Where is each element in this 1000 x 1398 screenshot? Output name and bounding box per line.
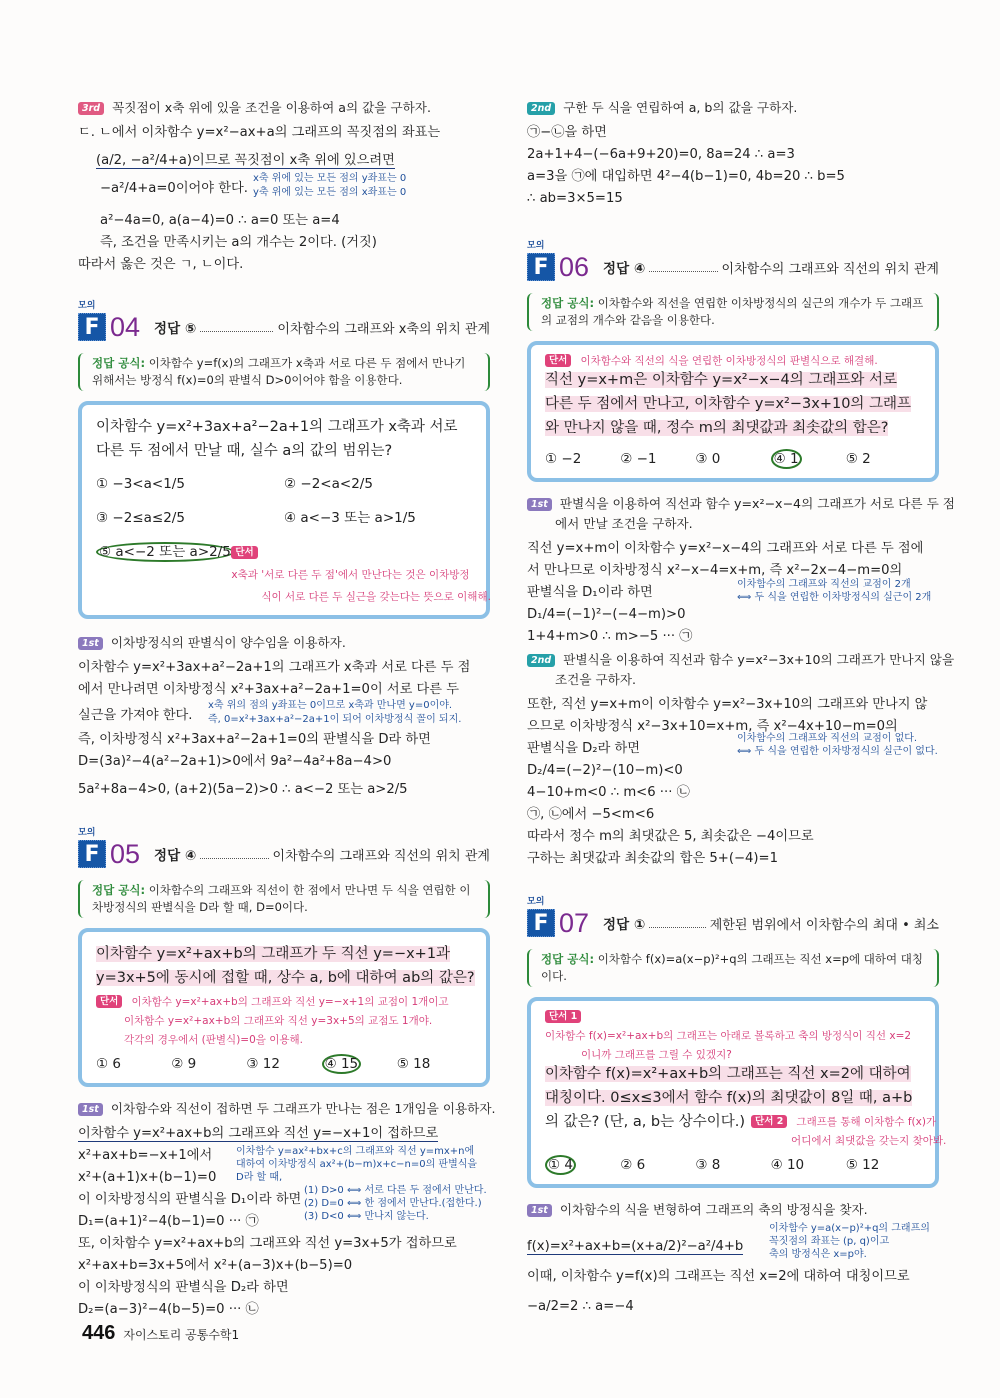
solution-line: D₂/4=(−2)²−(10−m)<0 [527, 763, 683, 778]
answer-label: 정답 ① [603, 917, 646, 933]
solution-line: 서 만나므로 이차방정식 x²−x−4=x+m, 즉 x²−2x−4−m=0의 [527, 563, 903, 578]
step-heading: 2nd 구한 두 식을 연립하여 a, b의 값을 구하자. [527, 98, 939, 118]
solution-line: 이 이차방정식의 판별식을 D₁이라 하면 [78, 1192, 302, 1207]
solution-line: 판별식을 D₂라 하면 [527, 741, 640, 756]
choice-2[interactable]: ② 6 [620, 1157, 646, 1173]
problem-topic: 이차함수의 그래프와 직선의 위치 관계 [721, 261, 939, 277]
solution-line: 따라서 옳은 것은 ㄱ, ㄴ이다. [78, 257, 244, 272]
answer-label: 정답 ⑤ [154, 321, 197, 337]
leader-dots [200, 322, 273, 332]
correct-mark-icon: ④ 15 [322, 1054, 362, 1074]
mock-tag: 모의 [527, 241, 545, 251]
choice-1[interactable]: ① −3<a<1/5 [96, 476, 185, 492]
side-note: x축 위에 있는 모든 점의 y좌표는 0 [253, 173, 407, 184]
solution-line: 실근을 가져야 한다. [78, 708, 193, 723]
problem-number: 04 [110, 311, 141, 342]
step-heading: 2nd 판별식을 이용하여 직선과 함수 y=x²−3x+10의 그래프가 만나지 않을 조건을 구하자. [527, 650, 939, 690]
answer-formula: 정답 공식: 이차함수의 그래프와 직선이 한 점에서 만나면 두 식을 연립한 이차방정식의 판별식을 D라 할 때, D=0이다. [78, 880, 490, 918]
leader-dots [200, 849, 268, 859]
hint-2: 단서 2 그래프를 통해 이차함수 f(x)가 어디에서 최댓값을 갖는지 찾아봐. [751, 1110, 946, 1148]
problem-number: 06 [559, 251, 590, 282]
problem-header [527, 251, 939, 283]
side-note: 이차함수의 그래프와 직선의 교점이 없다. ⟺ 두 식을 연립한 이차방정식의 실근이 없다. [737, 733, 938, 757]
choice-4[interactable]: ④ 10 [770, 1157, 805, 1173]
solution-line: D=(3a)²−4(a²−2a+1)>0에서 9a²−4a²+8a−4>0 [78, 754, 392, 769]
solution-line: a=3을 ㉠에 대입하면 4²−4(b−1)=0, 4b=20 ∴ b=5 [527, 169, 845, 184]
problem-number: 05 [110, 838, 141, 869]
choice-5[interactable]: ⑤ 18 [396, 1056, 431, 1072]
question-line: 직선 y=x+m은 이차함수 y=x²−x−4의 그래프와 서로 [545, 372, 897, 388]
choice-5[interactable]: ⑤ 2 [845, 451, 871, 467]
hint: 단서 이차함수와 직선의 식을 연립한 이차방정식의 판별식으로 해결해. [545, 349, 921, 368]
choice-4-correct[interactable] [322, 1053, 397, 1075]
choice-1[interactable]: ① −2 [545, 451, 582, 467]
choice-4[interactable]: ④ a<−3 또는 a>1/5 [284, 510, 416, 526]
solution-line: x²+(a+1)x+(b−1)=0 [78, 1170, 217, 1185]
choices [545, 1154, 921, 1176]
solution-line: 1+4+m>0 ∴ m>−5 ··· ㉠ [527, 629, 693, 644]
problem-header [78, 311, 490, 343]
leader-dots [649, 918, 705, 928]
question-line: 대칭이다. 0≤x≤3에서 함수 f(x)의 최댓값이 8일 때, a+b [545, 1090, 913, 1106]
side-note: x축 위의 점의 y좌표는 0이므로 x축과 만나면 y=0이야. [208, 700, 453, 711]
hint-1: 단서 1 이차함수 f(x)=x²+ax+b의 그래프는 아래로 볼록하고 축의 방정식이 직선 x=2 이니까 그래프를 그릴 수 있겠지? [545, 1011, 912, 1061]
solution-line: 구하는 최댓값과 최솟값의 합은 5+(−4)=1 [527, 851, 778, 866]
leader-dots [649, 262, 717, 272]
problem-topic: 제한된 범위에서 이차함수의 최대 • 최소 [709, 917, 939, 933]
question-line: 이차함수 y=x²+3ax+a²−2a+1의 그래프가 x축과 서로 [96, 419, 458, 435]
solution-line: 이 이차방정식의 판별식을 D₂라 하면 [78, 1280, 289, 1295]
solution-line: x²+ax+b=3x+5에서 x²+(a−3)x+(b−5)=0 [78, 1258, 353, 1273]
choice-3[interactable]: ③ 12 [246, 1056, 280, 1072]
hint: 단서 이차함수 y=x²+ax+b의 그래프와 직선 y=−x+1의 교점이 1개이고 이차함수 y=x²+ax+b의 그래프와 직선 y=3x+5의 교점도 1개야. 각각의 경우에서 (판별식)=0을 이용해. [96, 990, 472, 1047]
choice-3[interactable]: ③ 0 [695, 451, 721, 467]
choice-1-correct[interactable] [545, 1154, 620, 1176]
mock-tag: 모의 [78, 828, 96, 838]
question-line: 다른 두 점에서 만날 때, 실수 a의 값의 범위는? [96, 443, 393, 459]
question-box [527, 997, 947, 1188]
question-box [78, 928, 490, 1087]
choices [545, 448, 921, 470]
solution-line: 에서 만나려면 이차방정식 x²+3ax+a²−2a+1=0이 서로 다른 두 [78, 682, 459, 697]
solution-line: D₂=(a−3)²−4(b−5)=0 ··· ㉡ [78, 1302, 259, 1317]
side-note: y축 위에 있는 모든 점의 x좌표는 0 [253, 187, 407, 198]
solution-line: D₁/4=(−1)²−(−4−m)>0 [527, 607, 686, 622]
page-number: 446 [82, 1322, 116, 1344]
answer-formula: 정답 공식: 이차함수와 직선을 연립한 이차방정식의 실근의 개수가 두 그래프의 교점의 개수와 같음을 이용한다. [527, 293, 939, 331]
solution-line: 이차함수 y=x²+ax+b의 그래프와 직선 y=−x+1이 접하므로 [78, 1126, 439, 1141]
problem-topic: 이차함수의 그래프와 직선의 위치 관계 [272, 848, 490, 864]
solution-line: D₁=(a+1)²−4(b−1)=0 ··· ㉠ [78, 1214, 259, 1229]
question-line: 이차함수 f(x)=x²+ax+b의 그래프는 직선 x=2에 대하여 [545, 1066, 911, 1082]
step-heading: 1st 이차함수와 직선이 접하면 두 그래프가 만나는 점은 1개임을 이용하자. [78, 1099, 490, 1119]
solution-line: 2a+1+4−(−6a+9+20)=0, 8a=24 ∴ a=3 [527, 147, 795, 162]
f-label-box: F [78, 840, 106, 868]
step-heading: 1st 판별식을 이용하여 직선과 함수 y=x²−x−4의 그래프가 서로 다른 두 점 에서 만날 조건을 구하자. [527, 494, 939, 534]
f-label-box: F [78, 313, 106, 341]
step-badge: 3rd [78, 102, 104, 115]
problem-header [527, 907, 939, 939]
question-box [527, 341, 939, 482]
choices [96, 473, 491, 607]
solution-line: ㄷ. ㄴ에서 이차함수 y=x²−ax+a의 그래프의 꼭짓점의 좌표는 [78, 125, 441, 140]
hint-badge: 단서 [231, 546, 257, 559]
question-line: 의 값은? (단, a, b는 상수이다.) [545, 1114, 746, 1130]
question-line: y=3x+5에 동시에 접할 때, 상수 a, b에 대하여 ab의 값은? [96, 970, 475, 986]
step-heading: 1st 이차함수의 식을 변형하여 그래프의 축의 방정식을 찾자. [527, 1200, 939, 1220]
solution-line: 직선 y=x+m이 이차함수 y=x²−x−4의 그래프와 서로 다른 두 점에 [527, 541, 924, 556]
step-heading: 1st 이차방정식의 판별식이 양수임을 이용하자. [78, 633, 490, 653]
solution-line: −a²/4+a=0이어야 한다. [100, 181, 248, 196]
solution-line: ㉠−㉡을 하면 [527, 125, 607, 140]
question-line: 와 만나지 않을 때, 정수 m의 최댓값과 최솟값의 합은? [545, 420, 889, 436]
choice-3[interactable]: ③ 8 [695, 1157, 721, 1173]
side-note: 이차함수 y=ax²+bx+c의 그래프와 직선 y=mx+n에 대하여 이차방정식 ax²+(b−m)x+c−n=0의 판별식을 D라 할 때, (1) D>0 ⟺ 서로 다른 두 점에서 만난다. (2) D=0 ⟺ 한 점에서 만난다.(접한다.) (3) D<0 ⟺ 만나지 않는다. [236, 1146, 487, 1222]
choice-5[interactable]: ⑤ 12 [845, 1157, 880, 1173]
solution-line: 4−10+m<0 ∴ m<6 ··· ㉡ [527, 785, 690, 800]
problem-header [78, 838, 490, 870]
correct-mark-icon: ④ 1 [771, 449, 802, 469]
side-note: 이차함수의 그래프와 직선의 교점이 2개 ⟺ 두 식을 연립한 이차방정식의 실근이 2개 [737, 579, 932, 603]
solution-line: 이차함수 y=x²+3ax+a²−2a+1의 그래프가 x축과 서로 다른 두 점 [78, 660, 471, 675]
hint: 단서 x축과 '서로 다른 두 점'에서 만난다는 것은 이차방정 식이 서로 다른 두 실근을 갖는다는 뜻으로 이해해. [231, 547, 491, 603]
problem-number: 07 [559, 907, 590, 938]
mock-tag: 모의 [527, 897, 545, 907]
correct-mark-icon: ① 4 [545, 1155, 576, 1175]
answer-label: 정답 ④ [154, 848, 197, 864]
page-footer [82, 1322, 239, 1345]
f-label-box: F [527, 253, 555, 281]
choice-2[interactable]: ② −1 [620, 451, 657, 467]
choices [96, 1053, 472, 1075]
left-column [78, 96, 496, 1321]
solution-line: 또, 이차함수 y=x²+ax+b의 그래프와 직선 y=3x+5가 접하므로 [78, 1236, 457, 1251]
question-box [78, 401, 490, 619]
solution-line: 또한, 직선 y=x+m이 이차함수 y=x²−3x+10의 그래프와 만나지 않 [527, 697, 928, 712]
side-note: 이차함수 y=a(x−p)²+q의 그래프의 꼭짓점의 좌표는 (p, q)이고 축의 방정식은 x=p야. [769, 1223, 930, 1260]
problem-topic: 이차함수의 그래프와 x축의 위치 관계 [277, 321, 490, 337]
choice-3[interactable]: ③ −2≤a≤2/5 [96, 510, 185, 526]
solution-line: 판별식을 D₁이라 하면 [527, 585, 653, 600]
question-line: 다른 두 점에서 만나고, 이차함수 y=x²−3x+10의 그래프 [545, 396, 912, 412]
solution-line: x²+ax+b=−x+1에서 [78, 1148, 213, 1163]
solution-line: 즉, 조건을 만족시키는 a의 개수는 2이다. (거짓) [100, 235, 377, 250]
side-note: 즉, 0=x²+3ax+a²−2a+1이 되어 이차방정식 꼴이 되지. [208, 714, 462, 725]
choice-2[interactable]: ② 9 [171, 1056, 197, 1072]
solution-line: −a/2=2 ∴ a=−4 [527, 1299, 634, 1314]
solution-line: 즉, 이차방정식 x²+3ax+a²−2a+1=0의 판별식을 D라 하면 [78, 732, 431, 747]
solution-line: ㉠, ㉡에서 −5<m<6 [527, 807, 655, 822]
answer-label: 정답 ④ [603, 261, 646, 277]
solution-line: 5a²+8a−4>0, (a+2)(5a−2)>0 ∴ a<−2 또는 a>2/5 [78, 782, 408, 797]
solution-line: ∴ ab=3×5=15 [527, 191, 623, 206]
solution-line: 이때, 이차함수 y=f(x)의 그래프는 직선 x=2에 대하여 대칭이므로 [527, 1269, 910, 1284]
f-label-box: F [527, 909, 555, 937]
question-line: 이차함수 y=x²+ax+b의 그래프가 두 직선 y=−x+1과 [96, 946, 451, 962]
choice-5-correct[interactable] [96, 541, 231, 607]
solution-line: (a/2, −a²/4+a)이므로 꼭짓점이 x축 위에 있으려면 [96, 153, 395, 168]
solution-line: a²−4a=0, a(a−4)=0 ∴ a=0 또는 a=4 [100, 213, 340, 228]
step-heading: 3rd 꼭짓점이 x축 위에 있을 조건을 이용하여 a의 값을 구하자. [78, 98, 490, 118]
solution-line: 따라서 정수 m의 최댓값은 5, 최솟값은 −4이므로 [527, 829, 814, 844]
answer-formula: 정답 공식: 이차함수 y=f(x)의 그래프가 x축과 서로 다른 두 점에서 만나기 위해서는 방정식 f(x)=0의 판별식 D>0이어야 함을 이용한다. [78, 353, 490, 391]
solution-line: 으므로 이차방정식 x²−3x+10=x+m, 즉 x²−4x+10−m=0의 [527, 719, 898, 734]
solution-line: f(x)=x²+ax+b=(x+a/2)²−a²/4+b [527, 1239, 744, 1254]
answer-formula: 정답 공식: 이차함수 f(x)=a(x−p)²+q의 그래프는 직선 x=p에 대하여 대칭이다. [527, 949, 939, 987]
choice-4-correct[interactable] [771, 448, 846, 470]
choice-2[interactable]: ② −2<a<2/5 [284, 476, 373, 492]
correct-mark-icon: ⑤ a<−2 또는 a>2/5 [96, 542, 234, 562]
book-title: 자이스토리 공통수학1 [123, 1328, 240, 1342]
choice-1[interactable]: ① 6 [96, 1056, 121, 1072]
mock-tag: 모의 [78, 301, 96, 311]
right-column [527, 96, 955, 1318]
